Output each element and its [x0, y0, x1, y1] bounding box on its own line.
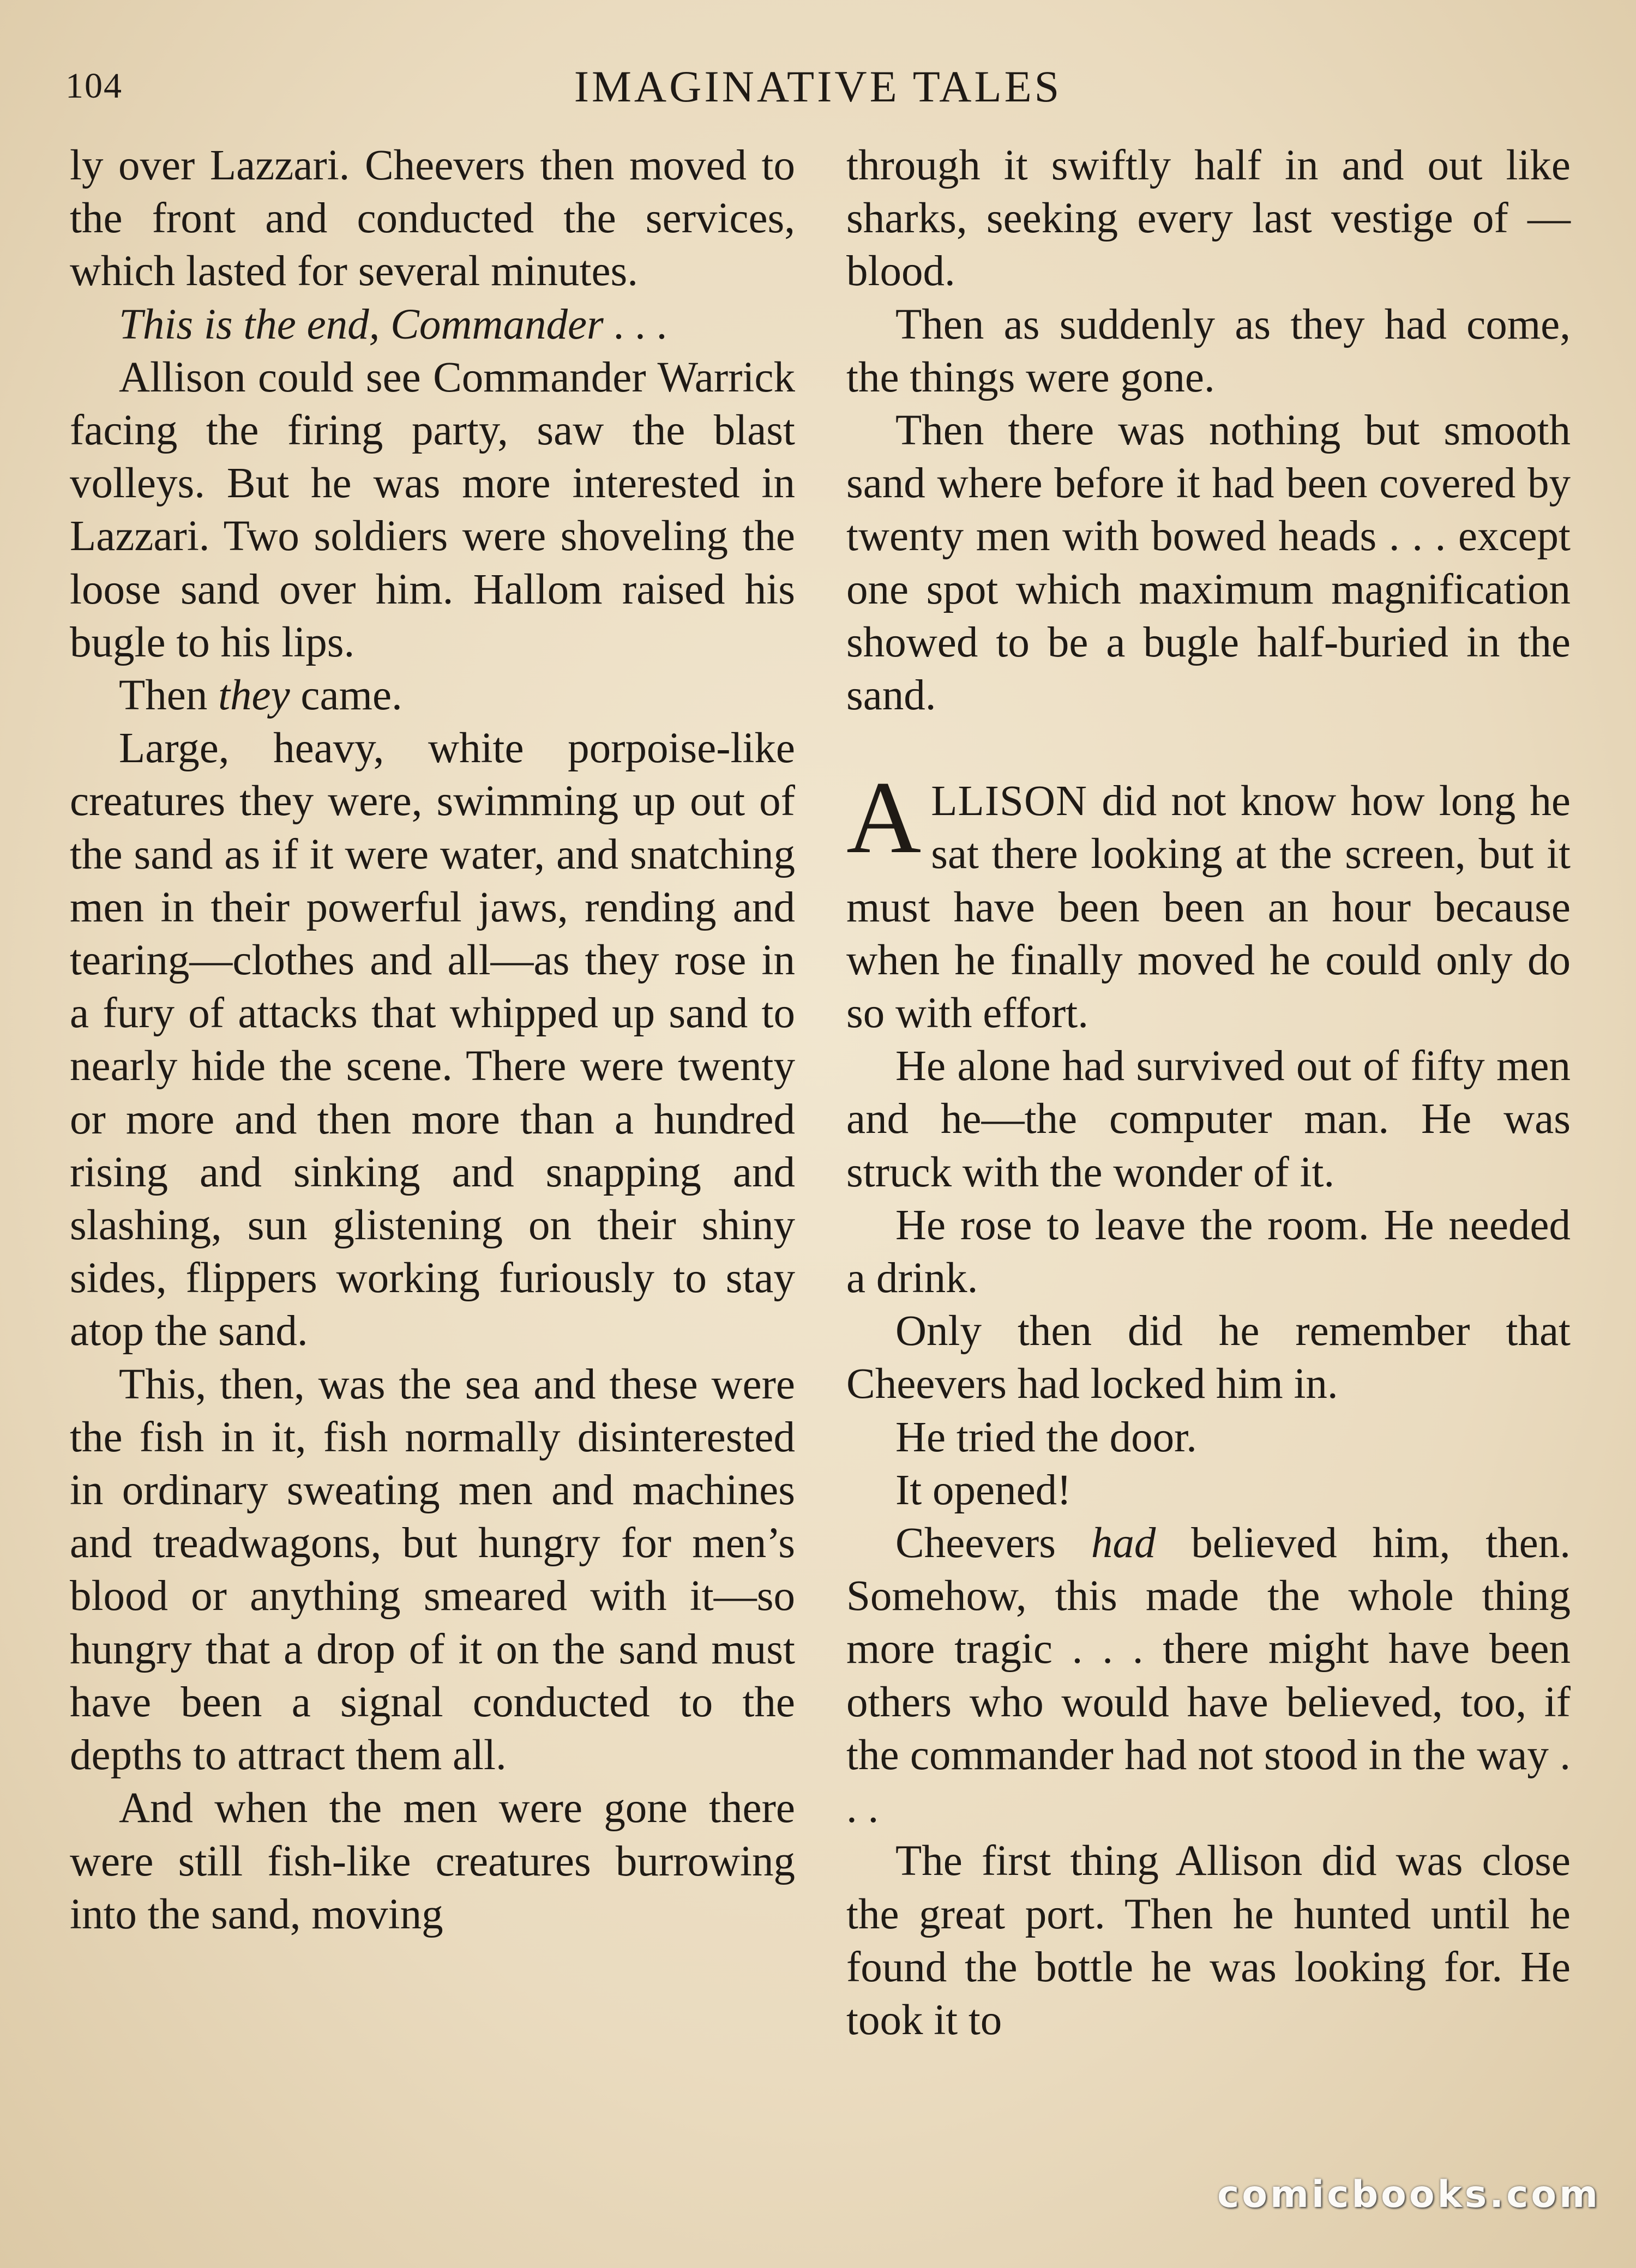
text-run: Cheevers — [895, 1519, 1091, 1567]
paragraph: He tried the door. — [895, 1413, 1197, 1461]
paragraph — [846, 1517, 1571, 1835]
paragraph: This, then, was the sea and these were the fish in it, fish normally disinterested in ordinary sweating men and machines and treadwagons, but hungry for men’s blood or anything smeared with it—so hungry that a drop of it on the sand must have been a signal conducted to the depths to attract them all. — [70, 1360, 795, 1780]
text-run: did not know how long he sat there looking at the screen, but it must have been been an hour because when he finally moved he could only do so with effort. — [846, 777, 1571, 1038]
text-run: believed him, then. Somehow, this made the whole thing more tragic . . . there might have been others who would have believed, too, if the commander had not stood in the way . . . — [846, 1519, 1571, 1832]
paragraph: It opened! — [895, 1466, 1072, 1514]
paragraph: Allison could see Commander Warrick facing the firing party, saw the blast volleys. But he was more interested in Lazzari. Two soldiers were shoveling the loose sand over him. Hallom raised his bugle to his lips. — [70, 353, 795, 666]
text-run: came. — [290, 672, 402, 720]
section-opening-paragraph — [846, 761, 1571, 1040]
paragraph: He rose to leave the room. He needed a drink. — [846, 1201, 1571, 1302]
small-caps-run: LLISON — [931, 777, 1088, 825]
italic-word: they — [218, 672, 290, 720]
page-number: 104 — [65, 66, 123, 106]
paragraph: He alone had survived out of fifty men and he—the computer man. He was struck with the wonder of it. — [846, 1042, 1571, 1196]
text-run: Then — [119, 672, 219, 720]
paragraph: Large, heavy, white porpoise-like creatures they were, swimming up out of the sand as if it were water, and snatching men in their powerful jaws, rending and tearing—clothes and all—as they rose in a fury of attacks that whipped up sand to nearly hide the scene. There were twenty or more and then more than a hundred rising and sinking and snapping and slashing, sun glistening on their shiny sides, flippers working furiously to stay atop the sand. — [70, 725, 795, 1355]
paragraph: The first thing Allison did was close the great port. Then he hunted until he found the bottle he was looking for. He took it to — [846, 1837, 1571, 2044]
paragraph — [70, 669, 795, 722]
italic-line: This is the end, Commander . . . — [119, 300, 669, 348]
paragraph: ly over Lazzari. Cheevers then moved to the front and conducted the services, which lasted for several minutes. — [70, 142, 795, 295]
drop-cap: A — [846, 761, 922, 876]
running-head: IMAGINATIVE TALES — [574, 62, 1062, 111]
right-column — [846, 139, 1571, 2047]
paragraph: Only then did he remember that Cheevers had locked him in. — [846, 1307, 1571, 1408]
paragraph: through it swiftly half in and out like sharks, seeking every last vestige of — blood. — [846, 142, 1571, 295]
paragraph: Then there was nothing but smooth sand where before it had been covered by twenty men with bowed heads . . . except one spot which maximum magnification showed to be a bugle half-buried in the sand. — [846, 407, 1571, 720]
left-column — [70, 139, 795, 1941]
paragraph: And when the men were gone there were still fish-like creatures burrowing into the sand, moving — [70, 1784, 795, 1938]
italic-word: had — [1091, 1519, 1156, 1567]
paragraph: Then as suddenly as they had come, the things were gone. — [846, 300, 1571, 401]
watermark-logo: comicbooks.com — [1217, 2173, 1601, 2216]
paragraph — [70, 298, 795, 351]
